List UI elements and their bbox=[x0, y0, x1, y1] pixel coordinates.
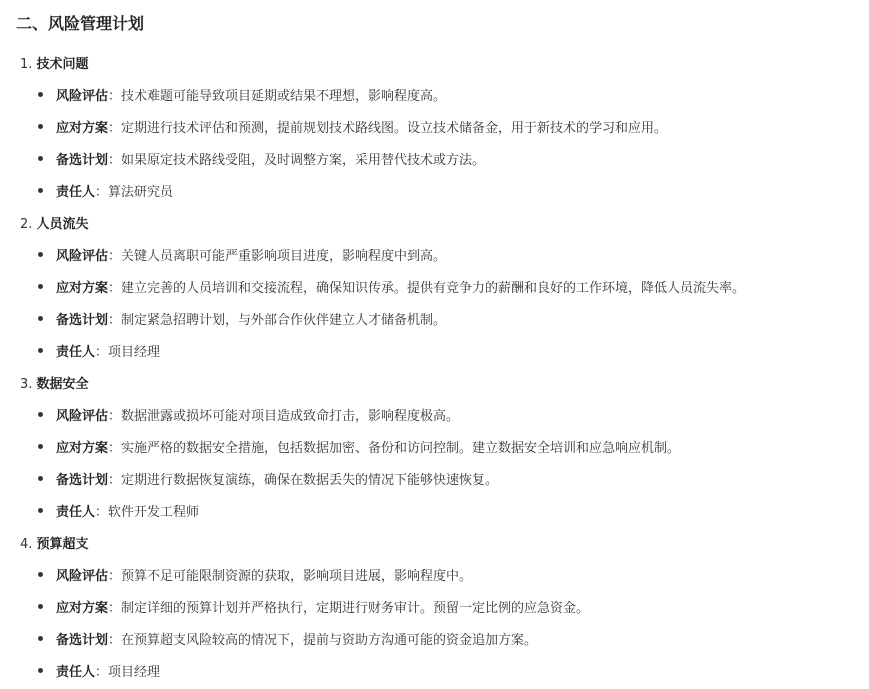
list-item bbox=[38, 663, 160, 683]
item-text: 关键人员离职可能严重影响项目进度，影响程度中到高。 bbox=[121, 249, 447, 264]
item-separator: ： bbox=[108, 409, 122, 424]
item-text: 如果原定技术路线受阻，及时调整方案，采用替代技术或方法。 bbox=[121, 153, 486, 168]
item-separator: ： bbox=[108, 121, 122, 136]
item-label: 备选计划 bbox=[56, 633, 109, 648]
item-separator: ： bbox=[108, 633, 122, 648]
item-label: 应对方案 bbox=[56, 281, 109, 296]
item-text: 制定紧急招聘计划，与外部合作伙伴建立人才储备机制。 bbox=[121, 313, 447, 328]
bullet-icon bbox=[38, 252, 43, 257]
item-separator: ： bbox=[108, 249, 122, 264]
list-item bbox=[38, 343, 160, 363]
item-text: 项目经理 bbox=[108, 345, 161, 360]
section-title: 预算超支 bbox=[36, 537, 89, 552]
bullet-icon bbox=[38, 572, 43, 577]
item-separator: ： bbox=[108, 313, 122, 328]
item-label: 责任人 bbox=[56, 185, 96, 200]
section-number: 4. bbox=[20, 537, 33, 552]
item-text: 技术难题可能导致项目延期或结果不理想，影响程度高。 bbox=[121, 89, 447, 104]
item-separator: ： bbox=[108, 281, 122, 296]
list-item bbox=[38, 247, 446, 267]
item-text: 项目经理 bbox=[108, 665, 161, 680]
item-separator: ： bbox=[108, 89, 122, 104]
item-separator: ： bbox=[108, 153, 122, 168]
section-number: 2. bbox=[20, 217, 33, 232]
item-label: 备选计划 bbox=[56, 313, 109, 328]
item-separator: ： bbox=[108, 569, 122, 584]
item-text: 实施严格的数据安全措施，包括数据加密、备份和访问控制。建立数据安全培训和应急响应机制。 bbox=[121, 441, 681, 456]
bullet-icon bbox=[38, 476, 43, 481]
list-item bbox=[38, 599, 589, 619]
list-item bbox=[38, 119, 667, 139]
section-heading bbox=[20, 535, 89, 555]
item-text: 定期进行技术评估和预测，提前规划技术路线图。设立技术储备金，用于新技术的学习和应用。 bbox=[121, 121, 668, 136]
bullet-icon bbox=[38, 188, 43, 193]
item-label: 风险评估 bbox=[56, 409, 109, 424]
bullet-icon bbox=[38, 284, 43, 289]
section-number: 1. bbox=[20, 57, 33, 72]
bullet-icon bbox=[38, 412, 43, 417]
item-text: 制定详细的预算计划并严格执行，定期进行财务审计。预留一定比例的应急资金。 bbox=[121, 601, 590, 616]
item-label: 责任人 bbox=[56, 505, 96, 520]
item-text: 预算不足可能限制资源的获取，影响项目进展，影响程度中。 bbox=[121, 569, 473, 584]
item-separator: ： bbox=[95, 665, 109, 680]
list-item bbox=[38, 311, 446, 331]
list-item bbox=[38, 471, 498, 491]
bullet-icon bbox=[38, 668, 43, 673]
item-text: 在预算超支风险较高的情况下，提前与资助方沟通可能的资金追加方案。 bbox=[121, 633, 538, 648]
item-label: 应对方案 bbox=[56, 601, 109, 616]
list-item bbox=[38, 183, 173, 203]
item-separator: ： bbox=[108, 473, 122, 488]
section-title: 数据安全 bbox=[36, 377, 89, 392]
item-text: 数据泄露或损坏可能对项目造成致命打击，影响程度极高。 bbox=[121, 409, 460, 424]
bullet-icon bbox=[38, 316, 43, 321]
section-title: 人员流失 bbox=[36, 217, 89, 232]
list-item bbox=[38, 567, 472, 587]
item-separator: ： bbox=[108, 441, 122, 456]
item-text: 算法研究员 bbox=[108, 185, 174, 200]
section-heading bbox=[20, 375, 89, 395]
list-item bbox=[38, 503, 199, 523]
bullet-icon bbox=[38, 156, 43, 161]
item-label: 风险评估 bbox=[56, 249, 109, 264]
list-item bbox=[38, 151, 485, 171]
item-text: 定期进行数据恢复演练，确保在数据丢失的情况下能够快速恢复。 bbox=[121, 473, 499, 488]
item-separator: ： bbox=[95, 345, 109, 360]
bullet-icon bbox=[38, 604, 43, 609]
bullet-icon bbox=[38, 348, 43, 353]
section-title: 技术问题 bbox=[36, 57, 89, 72]
item-text: 软件开发工程师 bbox=[108, 505, 200, 520]
bullet-icon bbox=[38, 92, 43, 97]
list-item bbox=[38, 407, 459, 427]
section-number: 3. bbox=[20, 377, 33, 392]
item-label: 责任人 bbox=[56, 665, 96, 680]
bullet-icon bbox=[38, 444, 43, 449]
list-item bbox=[38, 631, 537, 651]
section-heading bbox=[20, 55, 89, 75]
bullet-icon bbox=[38, 124, 43, 129]
item-label: 应对方案 bbox=[56, 441, 109, 456]
item-separator: ： bbox=[108, 601, 122, 616]
item-text: 建立完善的人员培训和交接流程，确保知识传承。提供有竞争力的薪酬和良好的工作环境，降低人员流失率。 bbox=[121, 281, 746, 296]
item-label: 备选计划 bbox=[56, 153, 109, 168]
item-label: 风险评估 bbox=[56, 89, 109, 104]
item-label: 应对方案 bbox=[56, 121, 109, 136]
item-separator: ： bbox=[95, 185, 109, 200]
item-label: 风险评估 bbox=[56, 569, 109, 584]
bullet-icon bbox=[38, 508, 43, 513]
item-separator: ： bbox=[95, 505, 109, 520]
item-label: 备选计划 bbox=[56, 473, 109, 488]
item-label: 责任人 bbox=[56, 345, 96, 360]
section-heading bbox=[20, 215, 89, 235]
list-item bbox=[38, 87, 446, 107]
bullet-icon bbox=[38, 636, 43, 641]
page-title: 二、风险管理计划 bbox=[16, 14, 145, 33]
list-item bbox=[38, 279, 745, 299]
list-item bbox=[38, 439, 680, 459]
